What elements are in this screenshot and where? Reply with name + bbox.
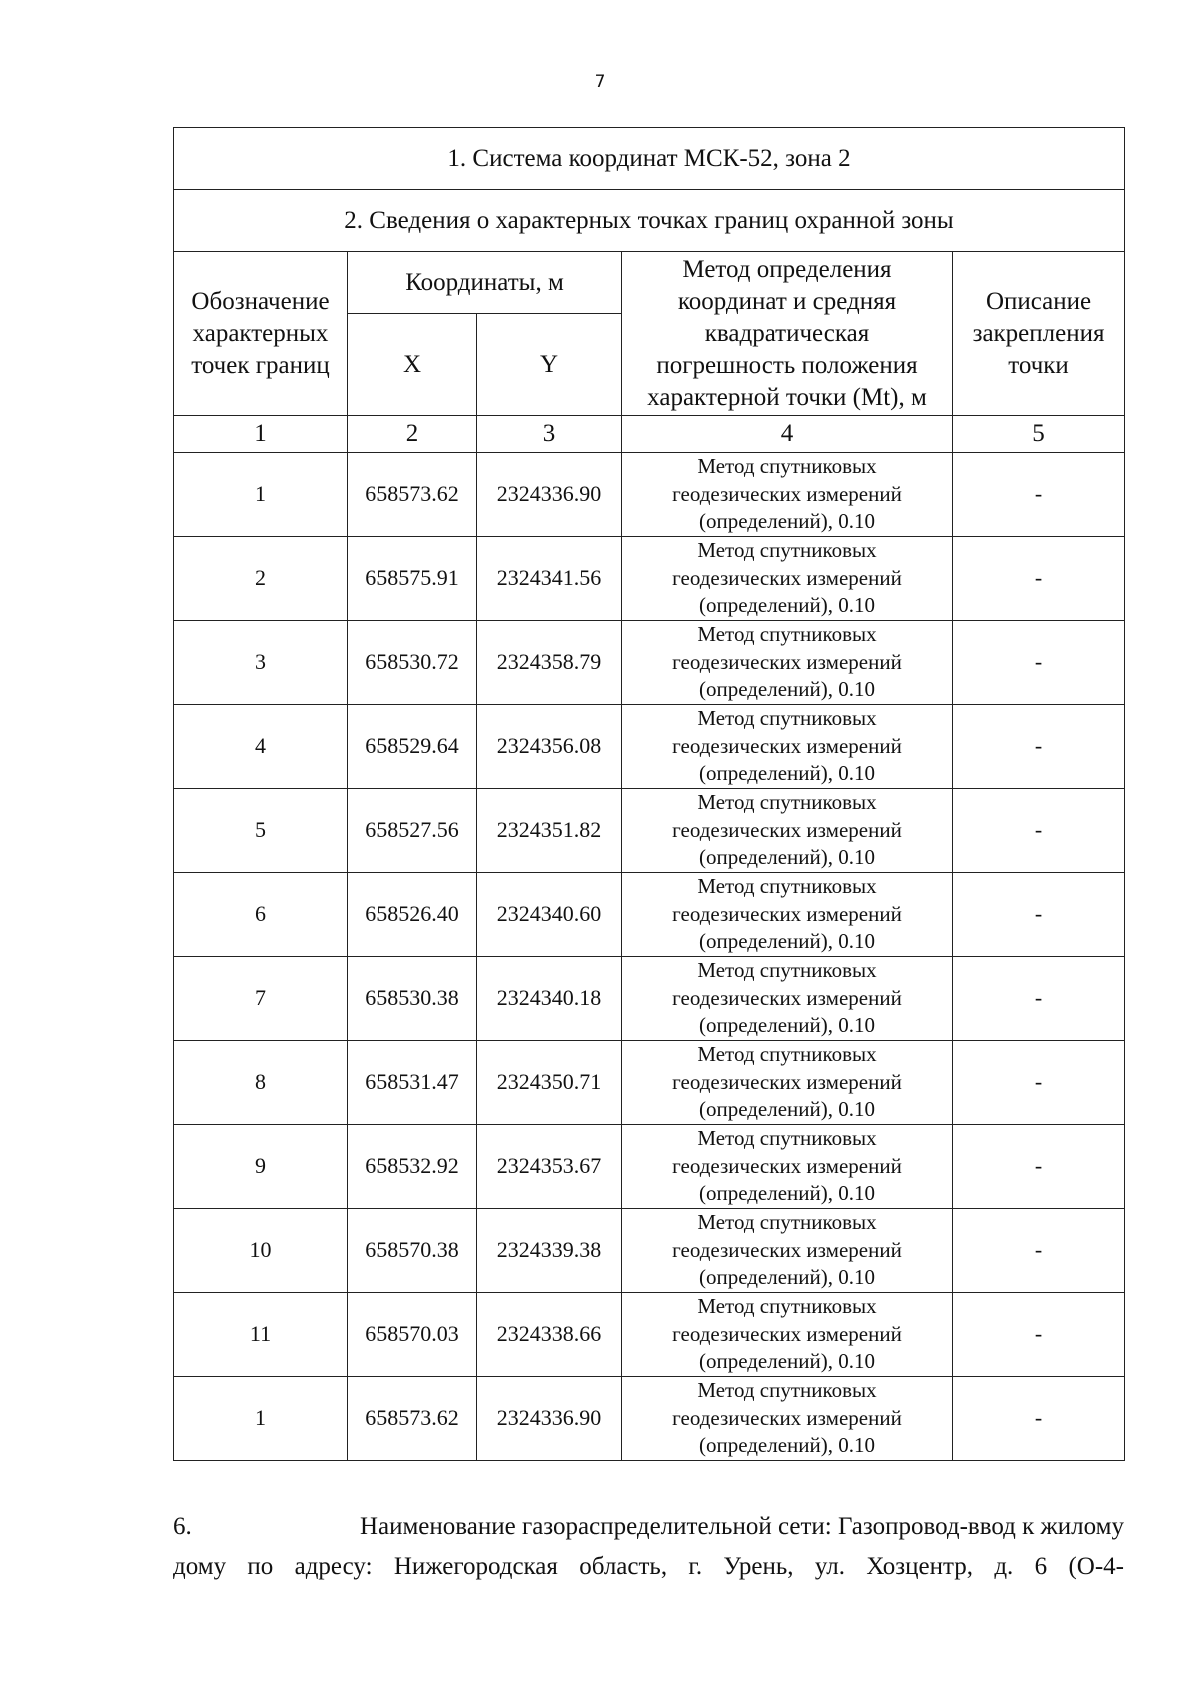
point-description: - xyxy=(953,873,1125,957)
header-x: X xyxy=(348,314,477,416)
method-line: (определений), 0.10 xyxy=(698,1265,876,1290)
method-line: геодезических измерений xyxy=(672,985,902,1010)
coordinate-system-heading: 1. Система координат МСК-52, зона 2 xyxy=(174,128,1125,190)
table-row xyxy=(174,1125,1125,1209)
column-numbers-row xyxy=(174,416,1125,453)
point-number: 1 xyxy=(174,1377,348,1461)
point-y: 2324340.18 xyxy=(477,957,622,1041)
paragraph-line-2: дому по адресу: Нижегородская область, г. Урень, ул. Хозцентр, д. 6 (О-4- xyxy=(173,1553,1124,1580)
point-description: - xyxy=(953,537,1125,621)
point-method xyxy=(622,1125,953,1209)
table-row xyxy=(174,1293,1125,1377)
method-line: (определений), 0.10 xyxy=(698,677,876,702)
paragraph-number: 6. xyxy=(173,1513,192,1540)
point-description: - xyxy=(953,621,1125,705)
method-line: геодезических измерений xyxy=(672,649,902,674)
method-line: геодезических измерений xyxy=(672,565,902,590)
point-x: 658530.72 xyxy=(348,621,477,705)
column-number: 3 xyxy=(477,416,622,453)
method-line: Метод спутниковых xyxy=(697,1042,877,1067)
point-x: 658570.38 xyxy=(348,1209,477,1293)
point-description: - xyxy=(953,957,1125,1041)
point-x: 658530.38 xyxy=(348,957,477,1041)
point-x: 658573.62 xyxy=(348,1377,477,1461)
point-method xyxy=(622,873,953,957)
point-description: - xyxy=(953,453,1125,537)
method-line: геодезических измерений xyxy=(672,1237,902,1262)
point-y: 2324353.67 xyxy=(477,1125,622,1209)
column-number: 4 xyxy=(622,416,953,453)
method-line: (определений), 0.10 xyxy=(698,593,876,618)
point-description: - xyxy=(953,1125,1125,1209)
point-x: 658532.92 xyxy=(348,1125,477,1209)
point-description: - xyxy=(953,1293,1125,1377)
point-description: - xyxy=(953,1209,1125,1293)
point-number: 1 xyxy=(174,453,348,537)
header-y: Y xyxy=(477,314,622,416)
method-line: геодезических измерений xyxy=(672,481,902,506)
table-row xyxy=(174,621,1125,705)
method-line: Метод спутниковых xyxy=(697,538,877,563)
method-line: Метод спутниковых xyxy=(697,874,877,899)
table-row xyxy=(174,453,1125,537)
point-y: 2324338.66 xyxy=(477,1293,622,1377)
point-number: 6 xyxy=(174,873,348,957)
method-line: (определений), 0.10 xyxy=(698,1433,876,1458)
method-line: Метод спутниковых xyxy=(697,1126,877,1151)
point-method xyxy=(622,705,953,789)
point-y: 2324339.38 xyxy=(477,1209,622,1293)
point-number: 2 xyxy=(174,537,348,621)
table-row xyxy=(174,957,1125,1041)
point-description: - xyxy=(953,1377,1125,1461)
method-line: (определений), 0.10 xyxy=(698,1181,876,1206)
table-row xyxy=(174,1377,1125,1461)
point-method xyxy=(622,1041,953,1125)
header-coordinates: Координаты, м xyxy=(348,252,622,314)
method-line: (определений), 0.10 xyxy=(698,1097,876,1122)
point-method xyxy=(622,1293,953,1377)
method-line: (определений), 0.10 xyxy=(698,761,876,786)
point-number: 4 xyxy=(174,705,348,789)
point-number: 5 xyxy=(174,789,348,873)
header-description: Описание закрепления точки xyxy=(953,252,1125,416)
table-row xyxy=(174,705,1125,789)
point-number: 8 xyxy=(174,1041,348,1125)
table-row xyxy=(174,537,1125,621)
table-row xyxy=(174,789,1125,873)
point-x: 658529.64 xyxy=(348,705,477,789)
point-x: 658531.47 xyxy=(348,1041,477,1125)
point-description: - xyxy=(953,1041,1125,1125)
method-line: геодезических измерений xyxy=(672,1405,902,1430)
method-line: геодезических измерений xyxy=(672,1153,902,1178)
point-number: 9 xyxy=(174,1125,348,1209)
point-method xyxy=(622,621,953,705)
point-number: 7 xyxy=(174,957,348,1041)
method-line: Метод спутниковых xyxy=(697,1294,877,1319)
table-row xyxy=(174,1209,1125,1293)
point-x: 658570.03 xyxy=(348,1293,477,1377)
header-method: Метод определения координат и средняя квадратическая погрешность положения характерной точки (Mt), м xyxy=(622,252,953,416)
point-method xyxy=(622,537,953,621)
method-line: (определений), 0.10 xyxy=(698,929,876,954)
method-line: (определений), 0.10 xyxy=(698,845,876,870)
method-line: геодезических измерений xyxy=(672,733,902,758)
method-line: Метод спутниковых xyxy=(697,958,877,983)
method-line: Метод спутниковых xyxy=(697,454,877,479)
point-x: 658575.91 xyxy=(348,537,477,621)
boundary-points-table xyxy=(173,127,1125,1461)
method-line: Метод спутниковых xyxy=(697,1210,877,1235)
method-line: Метод спутниковых xyxy=(697,706,877,731)
point-description: - xyxy=(953,789,1125,873)
method-line: (определений), 0.10 xyxy=(698,1349,876,1374)
point-description: - xyxy=(953,705,1125,789)
point-number: 10 xyxy=(174,1209,348,1293)
point-x: 658526.40 xyxy=(348,873,477,957)
point-number: 11 xyxy=(174,1293,348,1377)
method-line: Метод спутниковых xyxy=(697,622,877,647)
page-number: 7 xyxy=(594,72,606,92)
point-y: 2324336.90 xyxy=(477,1377,622,1461)
point-number: 3 xyxy=(174,621,348,705)
point-y: 2324358.79 xyxy=(477,621,622,705)
points-body xyxy=(174,453,1125,1461)
point-method xyxy=(622,789,953,873)
method-line: Метод спутниковых xyxy=(697,1378,877,1403)
header-designation: Обозначение характерных точек границ xyxy=(174,252,348,416)
paragraph-text-1: Наименование газораспределительной сети: Газопровод-ввод к жилому xyxy=(359,1513,1124,1540)
point-y: 2324336.90 xyxy=(477,453,622,537)
method-line: (определений), 0.10 xyxy=(698,1013,876,1038)
column-number: 2 xyxy=(348,416,477,453)
method-line: геодезических измерений xyxy=(672,901,902,926)
method-line: геодезических измерений xyxy=(672,817,902,842)
table-row xyxy=(174,873,1125,957)
point-y: 2324340.60 xyxy=(477,873,622,957)
method-line: геодезических измерений xyxy=(672,1321,902,1346)
column-number: 1 xyxy=(174,416,348,453)
boundary-points-heading: 2. Сведения о характерных точках границ охранной зоны xyxy=(174,190,1125,252)
point-y: 2324351.82 xyxy=(477,789,622,873)
point-y: 2324350.71 xyxy=(477,1041,622,1125)
point-method xyxy=(622,1377,953,1461)
point-y: 2324356.08 xyxy=(477,705,622,789)
paragraph-line-1 xyxy=(173,1512,1124,1542)
point-x: 658573.62 xyxy=(348,453,477,537)
method-line: геодезических измерений xyxy=(672,1069,902,1094)
point-x: 658527.56 xyxy=(348,789,477,873)
point-y: 2324341.56 xyxy=(477,537,622,621)
point-method xyxy=(622,453,953,537)
table-row xyxy=(174,1041,1125,1125)
point-method xyxy=(622,1209,953,1293)
method-line: Метод спутниковых xyxy=(697,790,877,815)
column-number: 5 xyxy=(953,416,1125,453)
point-method xyxy=(622,957,953,1041)
method-line: (определений), 0.10 xyxy=(698,509,876,534)
